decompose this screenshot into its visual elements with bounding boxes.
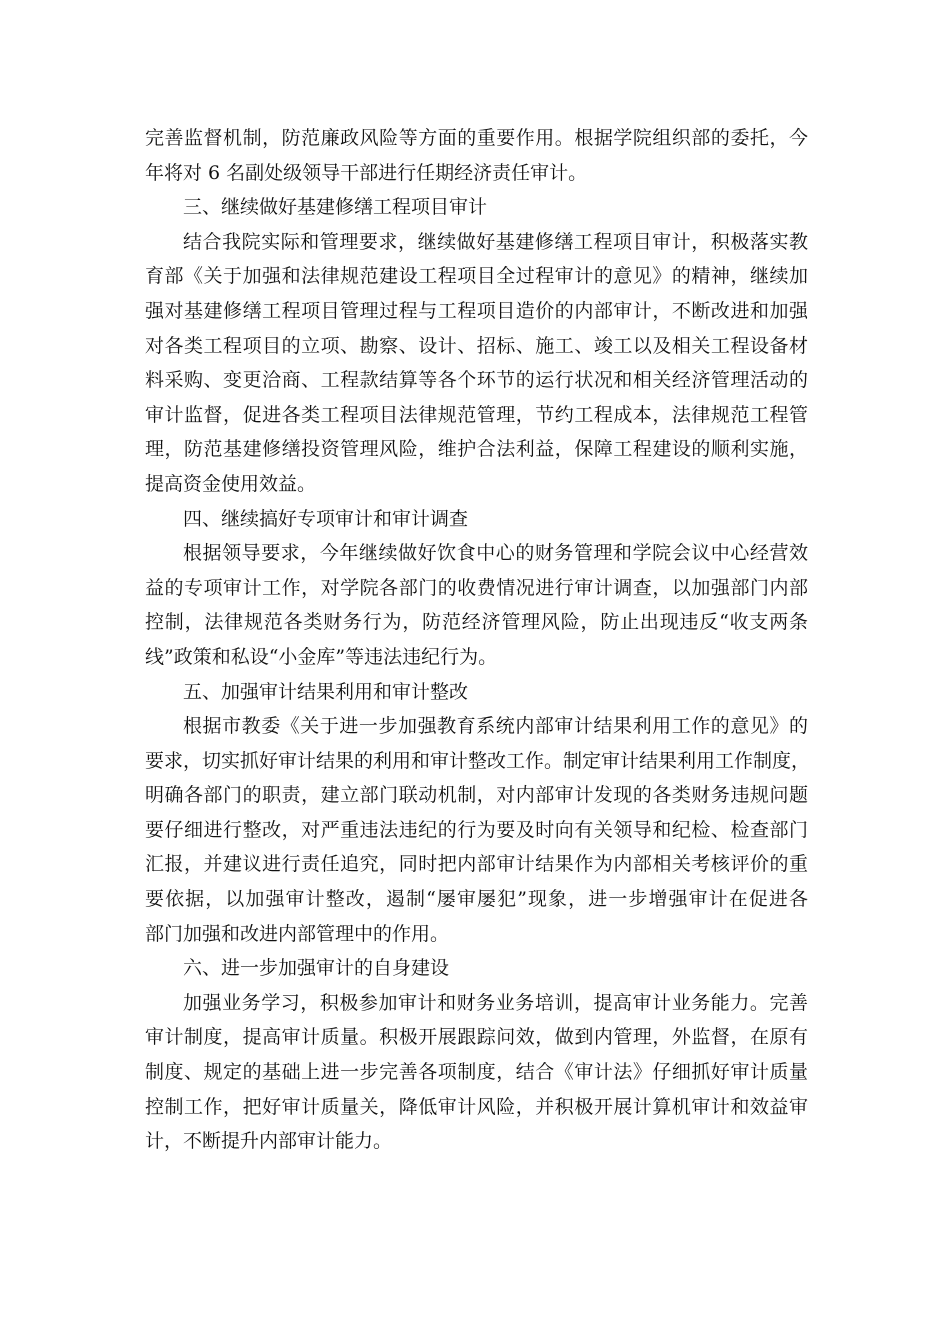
document-text-line: 明确各部门的职责，建立部门联动机制，对内部审计发现的各类财务违规问题: [145, 784, 808, 807]
document-text-line: 理，防范基建修缮投资管理风险，维护合法利益，保障工程建设的顺利实施，: [145, 438, 808, 461]
document-text-line: 计，不断提升内部审计能力。: [145, 1130, 393, 1153]
document-text-line: 汇报，并建议进行责任追究，同时把内部审计结果作为内部相关考核评价的重: [145, 853, 808, 876]
document-text-line: 育部《关于加强和法律规范建设工程项目全过程审计的意见》的精神，继续加: [145, 265, 808, 288]
document-text-line: 控制，法律规范各类财务行为，防范经济管理风险，防止出现违反“收支两条: [145, 611, 808, 634]
document-text-line: 控制工作，把好审计质量关，降低审计风险，并积极开展计算机审计和效益审: [145, 1095, 808, 1118]
document-text-line: 强对基建修缮工程项目管理过程与工程项目造价的内部审计，不断改进和加强: [145, 299, 808, 322]
document-text-line: 制度、规定的基础上进一步完善各项制度，结合《审计法》仔细抓好审计质量: [145, 1061, 808, 1084]
document-text-line: 四、继续搞好专项审计和审计调查: [183, 507, 469, 530]
document-text-line: 料采购、变更洽商、工程款结算等各个环节的运行状况和相关经济管理活动的: [145, 369, 808, 392]
document-text-line: 根据市教委《关于进一步加强教育系统内部审计结果利用工作的意见》的: [183, 715, 808, 738]
document-text-line: 部门加强和改进内部管理中的作用。: [145, 922, 450, 945]
document-text-line: 根据领导要求，今年继续做好饮食中心的财务管理和学院会议中心经营效: [183, 542, 808, 565]
document-text-line: 审计制度，提高审计质量。积极开展跟踪问效，做到内管理，外监督，在原有: [145, 1026, 808, 1049]
document-text-line: 提高资金使用效益。: [145, 472, 317, 495]
document-text-line: 要求，切实抓好审计结果的利用和审计整改工作。制定审计结果利用工作制度，: [145, 749, 811, 772]
document-text-line: 线”政策和私设“小金库”等违法违纪行为。: [145, 645, 498, 668]
document-text-line: 要仔细进行整改，对严重违法违纪的行为要及时向有关领导和纪检、检查部门: [145, 818, 808, 841]
document-text-line: 要依据，以加强审计整改，遏制“屡审屡犯”现象，进一步增强审计在促进各: [145, 888, 808, 911]
document-text-line: 三、继续做好基建修缮工程项目审计: [183, 196, 488, 219]
document-text-line: 益的专项审计工作，对学院各部门的收费情况进行审计调查，以加强部门内部: [145, 576, 808, 599]
document-text-line: 对各类工程项目的立项、勘察、设计、招标、施工、竣工以及相关工程设备材: [145, 334, 808, 357]
document-text-line: 结合我院实际和管理要求，继续做好基建修缮工程项目审计，积极落实教: [183, 230, 808, 253]
document-text-line: 审计监督，促进各类工程项目法律规范管理，节约工程成本，法律规范工程管: [145, 403, 808, 426]
document-text-line: 完善监督机制，防范廉政风险等方面的重要作用。根据学院组织部的委托，今: [145, 127, 808, 149]
document-text-line: 六、进一步加强审计的自身建设: [183, 957, 450, 980]
document-text-line: 年将对 6 名副处级领导干部进行任期经济责任审计。: [145, 161, 588, 184]
document-page: [145, 121, 811, 1159]
document-text-line: 五、加强审计结果利用和审计整改: [183, 680, 469, 703]
document-text-line: 加强业务学习，积极参加审计和财务业务培训，提高审计业务能力。完善: [183, 991, 808, 1014]
